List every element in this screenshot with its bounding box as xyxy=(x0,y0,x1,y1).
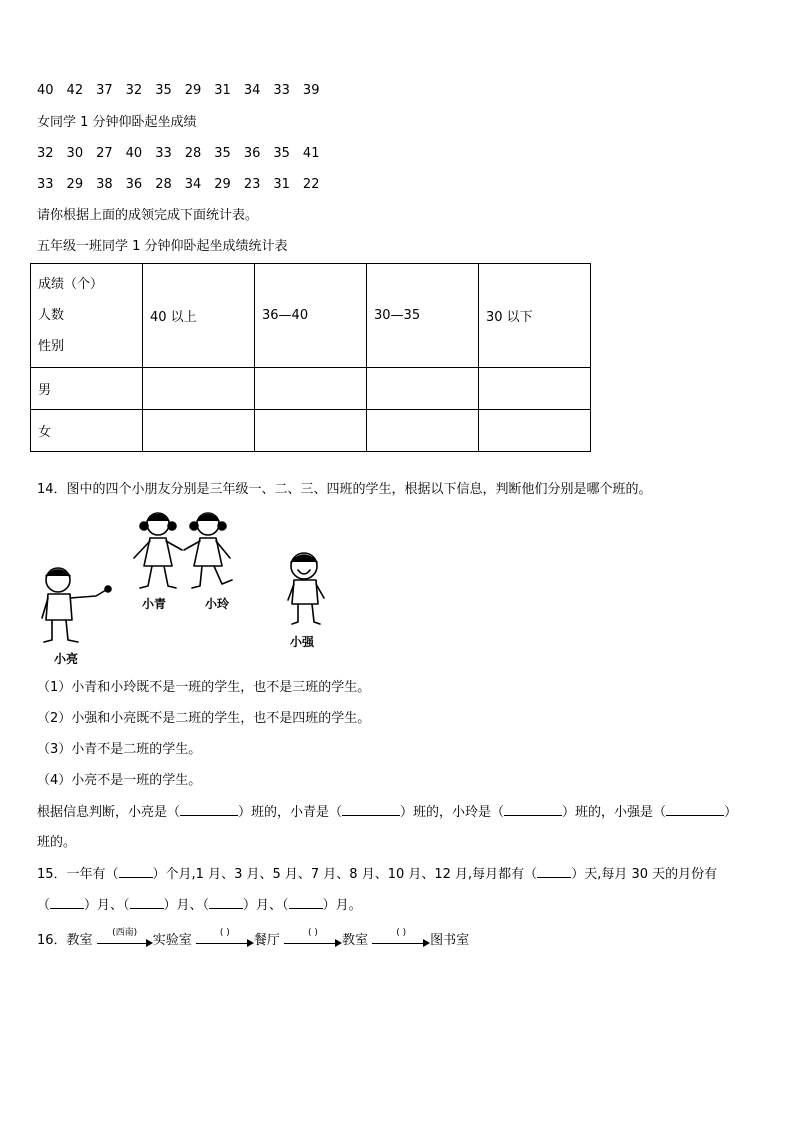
column-header: 40 以上 xyxy=(143,264,255,368)
answer-line xyxy=(37,803,737,822)
score: 36 xyxy=(243,146,261,161)
table-cell[interactable] xyxy=(143,410,255,452)
q16-place: 餐厅 xyxy=(253,933,280,948)
score: 31 xyxy=(273,177,290,192)
score: 29 xyxy=(184,83,202,98)
answer-blank-xiaoling[interactable] xyxy=(504,803,562,816)
table-cell[interactable] xyxy=(255,410,367,452)
score: 32 xyxy=(37,146,54,161)
q15-text: 15．一年有（ xyxy=(37,867,119,882)
male-scores-row-2 xyxy=(37,82,332,100)
q15-text: ）天,每月 30 天的月份有 xyxy=(571,867,718,882)
girl-xiaoqing-figure xyxy=(134,513,182,588)
score: 37 xyxy=(96,83,113,98)
column-header: 36—40 xyxy=(255,264,367,368)
direction-arrow-3[interactable] xyxy=(284,928,342,950)
answer-text: ）班的，小玲是（ xyxy=(400,805,505,820)
direction-arrow-4[interactable] xyxy=(372,928,430,950)
score: 29 xyxy=(214,177,231,192)
q15-text: ）月、（ xyxy=(84,898,130,913)
score: 23 xyxy=(243,177,261,192)
answer-text: ）班的，小青是（ xyxy=(238,805,343,820)
header-corner-cell xyxy=(31,264,143,368)
q15-blank-months[interactable] xyxy=(119,865,153,878)
q16-place: 实验室 xyxy=(152,933,192,948)
header-line: 人数 xyxy=(38,308,65,323)
score: 29 xyxy=(66,177,84,192)
table-header-row xyxy=(31,264,591,368)
boy-xiaoqiang-figure xyxy=(288,553,324,624)
score: 33 xyxy=(37,177,54,192)
score: 36 xyxy=(125,177,143,192)
arrow-label: ( ) xyxy=(308,928,318,938)
arrow-shaft xyxy=(196,943,248,944)
score: 41 xyxy=(302,146,320,161)
q15-blank-month-2[interactable] xyxy=(130,896,164,909)
direction-arrow-1 xyxy=(97,928,153,950)
header-line: 成绩（个） xyxy=(38,277,104,292)
score: 22 xyxy=(302,177,320,192)
female-scores-row-1 xyxy=(37,145,332,163)
answer-text: ）班的，小强是（ xyxy=(562,805,667,820)
answer-blank-xiaoqiang[interactable] xyxy=(666,803,724,816)
score: 42 xyxy=(66,83,84,98)
row-label: 女 xyxy=(31,410,143,452)
q15-text: ）月、（ xyxy=(243,898,289,913)
score: 28 xyxy=(184,146,202,161)
question-15-line-2 xyxy=(37,896,362,915)
table-cell[interactable] xyxy=(479,410,591,452)
arrow-shaft xyxy=(97,943,147,944)
q16-start: 16．教室 xyxy=(37,933,93,948)
name-label-xiaoqing: 小青 xyxy=(142,597,167,611)
instruction: 请你根据上面的成领完成下面统计表。 xyxy=(37,208,259,223)
clue-4: （4）小亮不是一班的学生。 xyxy=(37,773,202,788)
table-cell[interactable] xyxy=(367,410,479,452)
boy-xiaoliang-figure xyxy=(42,568,111,642)
arrow-head-icon xyxy=(247,939,254,947)
table-cell[interactable] xyxy=(479,368,591,410)
score: 35 xyxy=(273,146,290,161)
q15-text: ）月、（ xyxy=(163,898,210,913)
column-header: 30 以下 xyxy=(479,264,591,368)
question-15 xyxy=(37,865,717,884)
female-scores-title: 女同学 1 分钟仰卧起坐成绩 xyxy=(37,115,197,130)
score: 35 xyxy=(155,83,172,98)
girl-xiaoling-figure xyxy=(184,513,232,588)
arrow-head-icon xyxy=(423,939,430,947)
score: 34 xyxy=(243,83,261,98)
score: 35 xyxy=(214,146,231,161)
clue-3: （3）小青不是二班的学生。 xyxy=(37,742,202,757)
score: 32 xyxy=(125,83,143,98)
q15-blank-month-4[interactable] xyxy=(289,896,323,909)
clue-2: （2）小强和小亮既不是二班的学生，也不是四班的学生。 xyxy=(37,711,371,726)
stats-table xyxy=(30,263,591,452)
header-line: 性别 xyxy=(38,339,65,354)
arrow-shaft xyxy=(372,943,424,944)
score: 27 xyxy=(96,146,113,161)
clue-1: （1）小青和小玲既不是一班的学生，也不是三班的学生。 xyxy=(37,680,371,695)
female-scores-row-2 xyxy=(37,176,332,194)
score: 38 xyxy=(96,177,113,192)
score: 39 xyxy=(302,83,320,98)
column-header: 30—35 xyxy=(367,264,479,368)
q15-blank-month-1[interactable] xyxy=(50,896,84,909)
answer-text: 根据信息判断，小亮是（ xyxy=(37,805,181,820)
arrow-shaft xyxy=(284,943,336,944)
score: 40 xyxy=(37,83,54,98)
q15-blank-month-3[interactable] xyxy=(209,896,243,909)
q16-place: 图书室 xyxy=(430,933,470,948)
table-title: 五年级一班同学 1 分钟仰卧起坐成绩统计表 xyxy=(37,239,288,254)
arrow-label: ( ) xyxy=(396,928,407,938)
name-label-xiaoling: 小玲 xyxy=(205,597,230,611)
question-14: 14．图中的四个小朋友分别是三年级一、二、三、四班的学生，根据以下信息，判断他们分别是哪个班的。 xyxy=(37,482,652,497)
arrow-label: ( ) xyxy=(219,928,230,938)
arrow-head-icon xyxy=(335,939,342,947)
score: 31 xyxy=(214,83,231,98)
question-16 xyxy=(37,928,470,950)
table-cell[interactable] xyxy=(367,368,479,410)
answer-blank-xiaoqing[interactable] xyxy=(342,803,400,816)
name-label-xiaoliang: 小亮 xyxy=(54,652,79,666)
row-label: 男 xyxy=(31,368,143,410)
answer-blank-xiaoliang[interactable] xyxy=(180,803,238,816)
arrow-label: (西南) xyxy=(112,928,138,938)
score: 34 xyxy=(184,177,202,192)
score: 33 xyxy=(273,83,290,98)
q15-text: ）个月,1 月、3 月、5 月、7 月、8 月、10 月、12 月,每月都有（ xyxy=(152,867,538,882)
table-row xyxy=(31,410,591,452)
answer-line-end: 班的。 xyxy=(37,835,77,850)
name-label-xiaoqiang: 小强 xyxy=(290,635,315,649)
score: 33 xyxy=(155,146,172,161)
score: 30 xyxy=(66,146,84,161)
arrow-head-icon xyxy=(146,939,153,947)
table-row xyxy=(31,368,591,410)
direction-arrow-2[interactable] xyxy=(196,928,254,950)
q15-text: （ xyxy=(37,898,51,913)
score: 40 xyxy=(125,146,143,161)
q15-blank-days[interactable] xyxy=(537,865,571,878)
q15-text: ）月。 xyxy=(322,898,362,913)
table-cell[interactable] xyxy=(255,368,367,410)
table-cell[interactable] xyxy=(143,368,255,410)
answer-text: ） xyxy=(724,805,738,820)
q16-place: 教室 xyxy=(342,933,369,948)
score: 28 xyxy=(155,177,172,192)
